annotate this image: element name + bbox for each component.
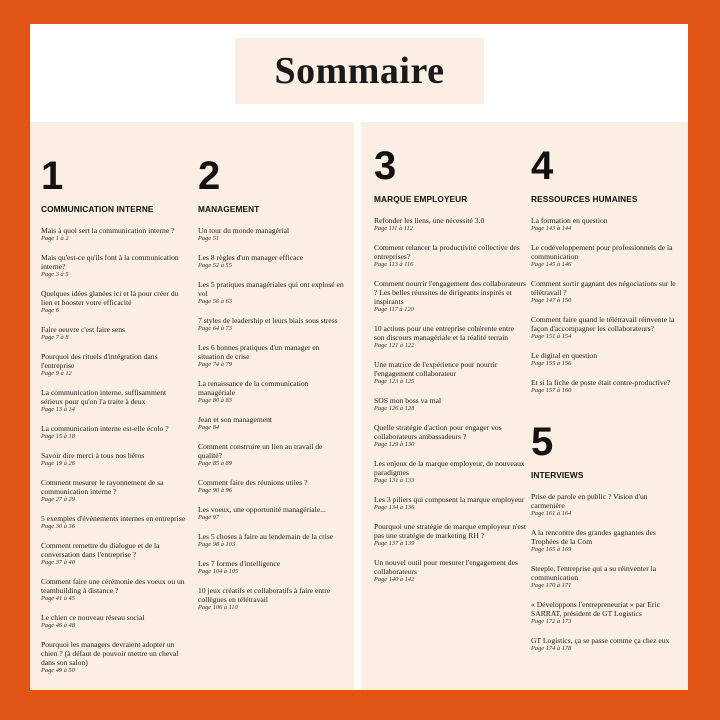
toc-entry xyxy=(41,478,189,504)
entry-title: Faire oeuvre c'est faire sens xyxy=(41,325,126,334)
entry-pages: Page 74 à 79 xyxy=(198,361,232,368)
toc-entry xyxy=(531,216,683,233)
toc-entry xyxy=(41,325,189,342)
toc-entry xyxy=(41,424,189,441)
entry-title: Comment relancer la productivité collective des entreprises? xyxy=(374,243,520,261)
toc-entry xyxy=(41,388,189,414)
entry-title: Les 6 bonnes pratiques d'un manager en situation de crise xyxy=(198,343,320,361)
entry-pages: Page 172 à 173 xyxy=(531,618,572,625)
toc-entry xyxy=(374,396,526,413)
toc-entry xyxy=(41,640,189,675)
toc-entry xyxy=(198,442,346,468)
entry-pages: Page 126 à 128 xyxy=(374,405,415,412)
entry-pages: Page 121 à 122 xyxy=(374,342,415,349)
toc-entry xyxy=(531,492,683,518)
section-number: 4 xyxy=(531,144,554,188)
entry-title: Un nouvel outil pour mesurer l'engagement des collaborateurs xyxy=(374,558,518,576)
entry-title: Mais qu'est-ce qu'ils font à la communication interne? xyxy=(41,253,179,271)
entry-title: Comment nourrir l'engagement des collaborateurs ? Les belles réussites de dirigeants inspirés et inspirants xyxy=(374,279,526,306)
section-management xyxy=(198,156,346,622)
entry-title: 7 styles de leadership et leurs biais sous stress xyxy=(198,316,338,325)
entry-title: 5 exemples d'évènements internes en entreprise xyxy=(41,514,186,523)
entry-pages: Page 85 à 89 xyxy=(198,460,232,467)
entry-pages: Page 7 à 8 xyxy=(41,334,69,341)
entry-title: Comment faire des réunions utiles ? xyxy=(198,478,308,487)
entry-pages: Page 147 à 150 xyxy=(531,297,572,304)
toc-entry xyxy=(198,253,346,270)
entry-title: 10 jeux créatifs et collaboratifs à faire entre collègues en télétravail xyxy=(198,586,331,604)
entry-title: 10 actions pour une entreprise cohérente entre son discours managériale et la réalité terrain xyxy=(374,324,515,342)
toc-entry xyxy=(531,315,683,341)
entry-pages: Page 117 à 120 xyxy=(374,306,414,313)
entry-pages: Page 170 à 171 xyxy=(531,582,572,589)
entry-pages: Page 137 à 139 xyxy=(374,540,415,547)
entry-title: Mais à quoi sert la communication interne ? xyxy=(41,226,175,235)
toc-entry xyxy=(374,243,526,269)
entry-title: Pourquoi les managers devraient adopter un chien ? (à défaut de pouvoir mettre un cheval dans son salon) xyxy=(41,640,179,667)
entry-title: La communication interne, suffisamment sérieux pour qu'on l'a traite à deux xyxy=(41,388,167,406)
toc-entry xyxy=(374,558,526,584)
entry-title: A la rencontre des grandes gagnantes des Trophées de la Com xyxy=(531,528,656,546)
entry-pages: Page 140 à 142 xyxy=(374,576,415,583)
section-heading: MANAGEMENT xyxy=(198,204,260,214)
toc-entry xyxy=(41,514,189,531)
toc-entry xyxy=(198,316,346,333)
sommaire-page xyxy=(30,24,688,690)
toc-entry xyxy=(41,352,189,378)
entry-title: Pourquoi une stratégie de marque employeur n'est pas une stratégie de marketing RH ? xyxy=(374,522,526,540)
entry-title: « Développons l'entrepreneuriat » par Eric SARRAT, président de GT Logistics xyxy=(531,600,660,618)
entry-pages: Page 104 à 105 xyxy=(198,568,239,575)
entry-pages: Page 64 à 73 xyxy=(198,325,232,332)
entry-pages: Page 52 à 55 xyxy=(198,262,232,269)
entry-title: Refonder les liens, une nécessité 3.0 xyxy=(374,216,485,225)
toc-entry xyxy=(41,613,189,630)
entry-title: La communication interne est-elle écolo ? xyxy=(41,424,169,433)
toc-entry xyxy=(198,505,346,522)
toc-entry xyxy=(374,522,526,548)
toc-entry xyxy=(531,564,683,590)
toc-entry xyxy=(198,532,346,549)
toc-entry xyxy=(374,360,526,386)
entry-pages: Page 174 à 178 xyxy=(531,645,572,652)
entry-pages: Page 9 à 12 xyxy=(41,370,72,377)
entry-pages: Page 90 à 96 xyxy=(198,487,232,494)
entry-pages: Page 134 à 136 xyxy=(374,504,415,511)
toc-entry xyxy=(41,226,189,243)
section-number: 2 xyxy=(198,154,221,198)
section-number: 3 xyxy=(374,144,397,188)
entry-title: Et si la fiche de poste était contre-productive? xyxy=(531,378,671,387)
entry-title: Pourquoi des rituels d'intégration dans l'entreprise xyxy=(41,352,158,370)
toc-entry xyxy=(198,478,346,495)
entry-title: Savoir dire merci à tous nos héros xyxy=(41,451,145,460)
entry-title: Les enjeux de la marque employeur, de nouveaux paradigmes xyxy=(374,459,525,477)
section-heading: COMMUNICATION INTERNE xyxy=(41,204,154,214)
entry-title: Comment remettre du dialogue et de la conversation dans l'entreprise ? xyxy=(41,541,160,559)
entry-pages: Page 143 à 144 xyxy=(531,225,572,232)
entry-title: Les 7 formes d'intelligence xyxy=(198,559,281,568)
left-panel xyxy=(30,122,354,690)
toc-entry xyxy=(374,495,526,512)
entry-title: Comment mesurer le rayonnement de sa communication interne ? xyxy=(41,478,164,496)
entry-title: Comment faire quand le télétravail réinvente la façon d'accompagner les collaborateurs? xyxy=(531,315,675,333)
toc-entry xyxy=(198,343,346,369)
entry-title: Un tour du monde managérial xyxy=(198,226,290,235)
toc-entry xyxy=(531,528,683,554)
section-heading: RESSOURCES HUMAINES xyxy=(531,194,638,204)
title-box xyxy=(235,38,484,104)
entry-pages: Page 1 à 2 xyxy=(41,235,69,242)
entry-title: Comment faire une cérémonie des voeux ou un teambuilding à distance ? xyxy=(41,577,185,595)
entry-pages: Page 161 à 164 xyxy=(531,510,572,517)
toc-entry xyxy=(374,216,526,233)
toc-entry xyxy=(531,378,683,395)
entry-pages: Page 165 à 169 xyxy=(531,546,572,553)
toc-entry xyxy=(531,243,683,269)
entry-pages: Page 98 à 103 xyxy=(198,541,236,548)
entry-pages: Page 27 à 29 xyxy=(41,496,75,503)
entry-title: Les 5 choses à faire au lendemain de la crise xyxy=(198,532,334,541)
entry-title: Une matrice de l'expérience pour nourrir l'engagement collaborateur xyxy=(374,360,498,378)
entry-pages: Page 30 à 36 xyxy=(41,523,75,530)
entry-pages: Page 111 à 112 xyxy=(374,225,413,232)
toc-entry xyxy=(374,423,526,449)
toc-entry xyxy=(41,289,189,315)
entry-title: La renaissance de la communication managériale xyxy=(198,379,309,397)
entry-title: Quelques idées glanées ici et là pour créer du lien et booster votre efficacité xyxy=(41,289,179,307)
entry-title: Jean et son management xyxy=(198,415,273,424)
entry-title: Prise de parole en public ? Vision d'un carmenière xyxy=(531,492,648,510)
toc-entry xyxy=(198,559,346,576)
section-heading: INTERVIEWS xyxy=(531,470,584,480)
entry-pages: Page 129 à 130 xyxy=(374,441,415,448)
entry-pages: Page 123 à 125 xyxy=(374,378,415,385)
entry-pages: Page 113 à 116 xyxy=(374,261,414,268)
entry-pages: Page 37 à 40 xyxy=(41,559,75,566)
entry-pages: Page 151 à 154 xyxy=(531,333,572,340)
toc-entry xyxy=(531,600,683,626)
entry-pages: Page 46 à 48 xyxy=(41,622,75,629)
entry-pages: Page 106 à 110 xyxy=(198,604,238,611)
entry-pages: Page 131 à 133 xyxy=(374,477,415,484)
entry-title: Steeple, l'entreprise qui a su réinventer la communication xyxy=(531,564,657,582)
toc-entry xyxy=(198,586,346,612)
toc-entry xyxy=(41,253,189,279)
section-number: 5 xyxy=(531,420,554,464)
entry-pages: Page 97 xyxy=(198,514,220,521)
entry-pages: Page 155 à 156 xyxy=(531,360,572,367)
entry-title: La formation en question xyxy=(531,216,608,225)
toc-entry xyxy=(198,226,346,243)
entry-title: Le chien ce nouveau réseau social xyxy=(41,613,145,622)
entry-title: Les 8 règles d'un manager efficace xyxy=(198,253,304,262)
toc-entry xyxy=(531,351,683,368)
page-title: Sommaire xyxy=(274,50,445,92)
section-communication-interne xyxy=(41,156,189,685)
toc-entry xyxy=(531,636,683,653)
entry-title: Le codéveloppement pour professionnels de la communication xyxy=(531,243,673,261)
entry-pages: Page 3 à 5 xyxy=(41,271,69,278)
section-ressources-humaines xyxy=(531,146,683,405)
entry-pages: Page 13 à 14 xyxy=(41,406,75,413)
section-marque-employeur xyxy=(374,146,526,594)
toc-entry xyxy=(198,280,346,306)
entry-pages: Page 84 xyxy=(198,424,220,431)
entry-title: Les 5 pratiques managériales qui ont explosé en vol xyxy=(198,280,344,298)
section-interviews xyxy=(531,422,683,663)
entry-title: Les voeux, une opportunité managériale... xyxy=(198,505,326,514)
section-heading: MARQUE EMPLOYEUR xyxy=(374,194,468,204)
entry-title: Comment sortir gagnant des négociations sur le télétravail ? xyxy=(531,279,676,297)
toc-entry xyxy=(41,541,189,567)
entry-title: GT Logistics, ça se passe comme ça chez eux xyxy=(531,636,670,645)
entry-pages: Page 56 à 63 xyxy=(198,298,232,305)
entry-pages: Page 41 à 45 xyxy=(41,595,75,602)
entry-pages: Page 15 à 18 xyxy=(41,433,75,440)
toc-entry xyxy=(374,324,526,350)
toc-entry xyxy=(374,459,526,485)
entry-pages: Page 80 à 83 xyxy=(198,397,232,404)
entry-title: Le digital en question xyxy=(531,351,598,360)
toc-entry xyxy=(41,451,189,468)
toc-entry xyxy=(531,279,683,305)
entry-pages: Page 51 xyxy=(198,235,220,242)
entry-title: Quelle stratégie d'action pour engager vos collaborateurs ambassadeurs ? xyxy=(374,423,502,441)
toc-entry xyxy=(374,279,526,314)
toc-entry xyxy=(198,415,346,432)
section-number: 1 xyxy=(41,154,64,198)
toc-entry xyxy=(198,379,346,405)
entry-pages: Page 157 à 160 xyxy=(531,387,572,394)
entry-title: Les 3 piliers qui composent la marque employeur xyxy=(374,495,525,504)
right-panel xyxy=(361,122,688,690)
entry-pages: Page 145 à 146 xyxy=(531,261,572,268)
entry-title: Comment construire un lien au travail de qualité? xyxy=(198,442,323,460)
entry-pages: Page 6 xyxy=(41,307,59,314)
entry-pages: Page 49 à 50 xyxy=(41,667,75,674)
entry-title: SOS mon boss va mal xyxy=(374,396,442,405)
entry-pages: Page 19 à 26 xyxy=(41,460,75,467)
toc-entry xyxy=(41,577,189,603)
